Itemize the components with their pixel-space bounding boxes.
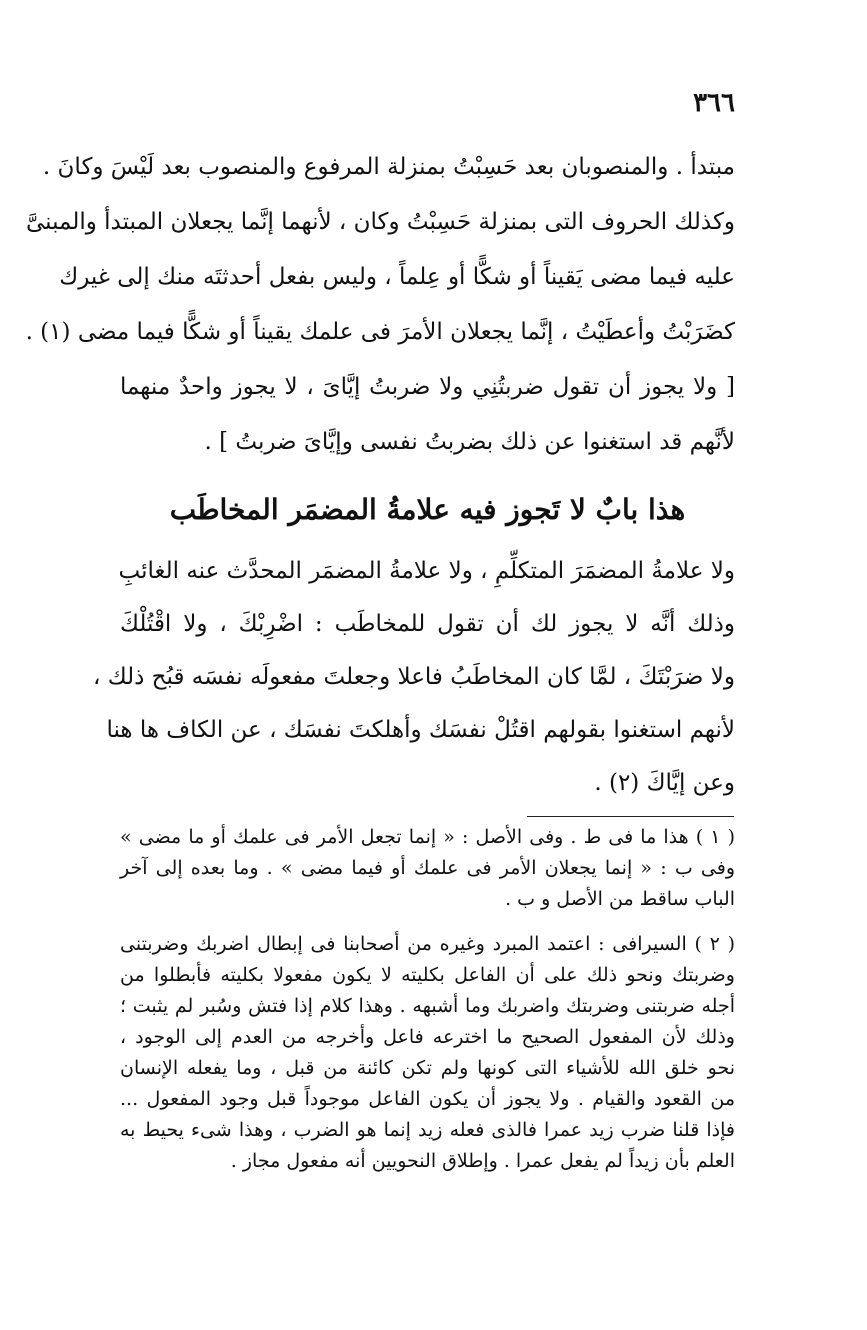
footnote-2 — [120, 929, 735, 1177]
page-number: ٣٦٦ — [693, 88, 735, 118]
text-line: لأنَّهم قد استغنوا عن ذلك بضربتُ نفسى وإيَّاىَ ضربتُ ] . — [204, 429, 735, 455]
text-line: [ ولا يجوز أن تقول ضربتُنِي ولا ضربتُ إيَّاىَ ، لا يجوز واحدٌ منهما — [120, 374, 735, 400]
footnote-divider — [527, 816, 734, 817]
text-line: لأنهم استغنوا بقولهم اقتُلْ نفسَك وأهلكتَ نفسَك ، عن الكاف ها هنا — [106, 717, 735, 743]
text-line: ولا ضرَبْتَكَ ، لمَّا كان المخاطَبُ فاعلا وجعلتَ مفعولَه نفسَه قبُح ذلك ، — [93, 664, 735, 690]
text-line: وكذلك الحروف التى بمنزلة حَسِبْتُ وكان ، لأنهما إنَّما يجعلان المبتدأ والمبنىَّ — [25, 209, 735, 235]
footnote-line: العلم بأن زيداً لم يفعل عمرا . وإطلاق النحويين أنه مفعول مجاز . — [230, 1150, 735, 1172]
footnote-line: وفى ب : « إنما يجعلان الأمر فى علمك أو فيما مضى » . وما بعده إلى آخر — [120, 857, 735, 879]
chapter-heading: هذا بابٌ لا تَجوز فيه علامةُ المضمَر المخاطَب — [169, 493, 686, 526]
main-paragraph — [25, 140, 735, 470]
footnote-line: الباب ساقط من الأصل و ب . — [505, 888, 735, 910]
section-paragraph — [93, 545, 735, 810]
footnote-line: ( ١ ) هذا ما فى ط . وفى الأصل : « إنما تجعل الأمر فى علمك أو ما مضى » — [120, 826, 736, 848]
footnote-line: ( ٢ ) السيرافى : اعتمد المبرد وغيره من أصحابنا فى إبطال اضربك وضربتنى — [120, 933, 736, 955]
footnotes — [120, 822, 735, 1177]
text-line: وذلك أنَّه لا يجوز لك أن تقول للمخاطَب : اضْرِبْكَ ، ولا اقْتُلْكَ — [120, 611, 735, 637]
text-line: مبتدأ . والمنصوبان بعد حَسِبْتُ بمنزلة المرفوع والمنصوب بعد لَيْسَ وكانَ . — [42, 154, 735, 180]
footnote-line: وذلك لأن المفعول الصحيح ما اخترعه فاعل وأخرجه من العدم إلى الوجود ، — [120, 1026, 735, 1048]
footnote-line: وضربتك ونحو ذلك على أن الفاعل بكليته لا يكون مفعولا بكليته فأبطلوا من — [120, 964, 735, 986]
footnote-1 — [120, 822, 735, 915]
text-line: كضَرَبْتُ وأعطَيْتُ ، إنَّما يجعلان الأمرَ فى علمك يقيناً أو شكًّا فيما مضى (١) . — [25, 319, 735, 345]
footnote-line: أجله ضربتنى وضربتك واضربك وما أشبهه . وهذا كلام إذا فتش وسُبر لم يثبت ؛ — [120, 995, 735, 1017]
footnote-line: نحو خلق الله للأشياء التى كونها ولم تكن كائنة من قبل ، وما يفعله الإنسان — [120, 1057, 735, 1079]
text-line: وعن إيَّاكَ (٢) . — [594, 770, 735, 796]
footnote-line: فإذا قلنا ضرب زيد عمرا فالذى فعله زيد إنما هو الضرب ، وهذا شىء يحيط به — [120, 1119, 735, 1141]
footnote-line: من القعود والقيام . ولا يجوز أن يكون الفاعل موجوداً قبل وجود المفعول ... — [120, 1088, 735, 1110]
text-line: ولا علامةُ المضمَرَ المتكلِّمِ ، ولا علامةُ المضمَر المحدَّث عنه الغائبِ — [118, 558, 735, 584]
text-line: عليه فيما مضى يَقيناً أو شكًّا أو عِلماً ، وليس بفعل أحدثتَه منك إلى غيرك — [59, 264, 735, 290]
footnote-gap — [120, 915, 735, 929]
